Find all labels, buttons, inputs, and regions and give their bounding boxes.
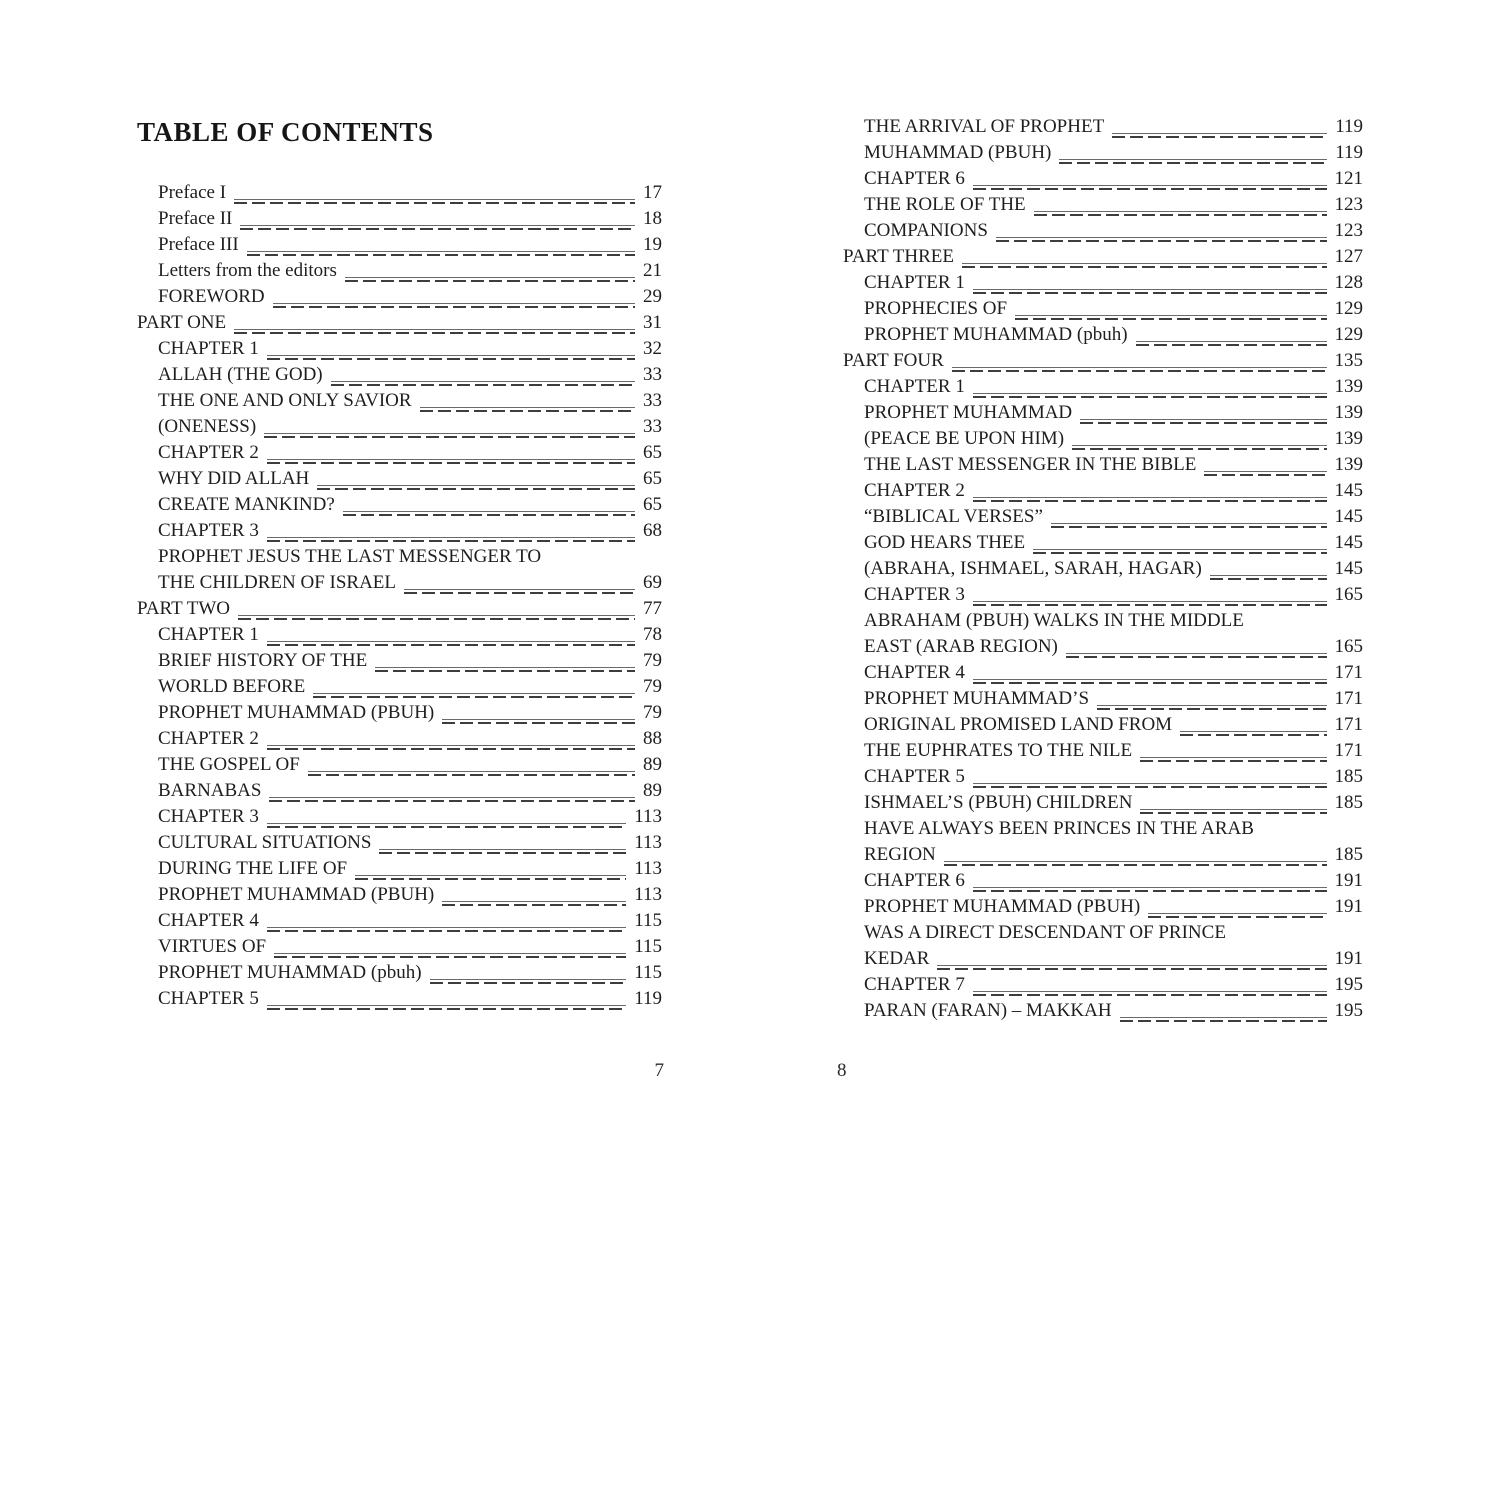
toc-entry-page: 191 bbox=[1334, 896, 1363, 917]
toc-entry-label: PROPHET JESUS THE LAST MESSENGER TO bbox=[158, 546, 542, 567]
toc-leader-line bbox=[944, 861, 1327, 867]
toc-entry-page: 129 bbox=[1334, 298, 1363, 319]
toc-entry bbox=[843, 764, 1363, 790]
toc-entry bbox=[137, 492, 662, 518]
toc-entry-label: WORLD BEFORE bbox=[158, 676, 306, 697]
toc-entry-page: 113 bbox=[634, 806, 662, 827]
toc-entry-label: CHAPTER 6 bbox=[864, 870, 965, 891]
toc-entry-label: Preface I bbox=[158, 182, 227, 203]
toc-entry bbox=[137, 258, 662, 284]
toc-leader-line bbox=[343, 511, 635, 517]
toc-entry-label: PROPHET MUHAMMAD (PBUH) bbox=[158, 884, 435, 905]
toc-entry bbox=[137, 934, 662, 960]
toc-entry-label: ISHMAEL’S (PBUH) CHILDREN bbox=[864, 792, 1133, 813]
toc-entry-label: MUHAMMAD (PBUH) bbox=[864, 142, 1052, 163]
toc-entry bbox=[137, 804, 662, 830]
toc-entry bbox=[843, 920, 1363, 946]
toc-entry-page: 89 bbox=[643, 780, 662, 801]
toc-entry-label: THE ONE AND ONLY SAVIOR bbox=[158, 390, 412, 411]
toc-entry-label: PROPHET MUHAMMAD (PBUH) bbox=[864, 896, 1141, 917]
toc-leader-line bbox=[317, 485, 635, 491]
toc-entry-label: CHAPTER 1 bbox=[158, 338, 259, 359]
toc-entry-page: 79 bbox=[643, 676, 662, 697]
toc-entry-label: Preface II bbox=[158, 208, 233, 229]
toc-leader-line bbox=[973, 783, 1327, 789]
toc-leader-line bbox=[1210, 575, 1327, 581]
toc-leader-line bbox=[973, 601, 1327, 607]
toc-entry bbox=[137, 414, 662, 440]
toc-entry bbox=[843, 452, 1363, 478]
toc-entry-page: 19 bbox=[643, 234, 662, 255]
toc-entry bbox=[137, 648, 662, 674]
toc-entry-label: ABRAHAM (PBUH) WALKS IN THE MIDDLE bbox=[864, 610, 1244, 631]
toc-entry bbox=[843, 738, 1363, 764]
toc-entry-page: 115 bbox=[634, 962, 662, 983]
toc-entry bbox=[843, 530, 1363, 556]
toc-leader-line bbox=[269, 797, 635, 803]
toc-leader-line bbox=[1059, 159, 1327, 165]
toc-entry bbox=[843, 816, 1363, 842]
toc-entry-page: 145 bbox=[1334, 480, 1363, 501]
toc-entry-label: “BIBLICAL VERSES” bbox=[864, 506, 1043, 527]
toc-leader-line bbox=[430, 979, 627, 985]
toc-entry-page: 31 bbox=[643, 312, 662, 333]
toc-leader-line bbox=[1080, 419, 1326, 425]
toc-leader-line bbox=[973, 991, 1327, 997]
toc-entry bbox=[137, 284, 662, 310]
toc-entry bbox=[137, 336, 662, 362]
toc-entry-page: 33 bbox=[643, 390, 662, 411]
toc-entry-page: 191 bbox=[1334, 948, 1363, 969]
toc-entry-page: 145 bbox=[1334, 558, 1363, 579]
toc-entry-page: 171 bbox=[1334, 740, 1363, 761]
toc-entry-page: 17 bbox=[643, 182, 662, 203]
toc-entry-label: PART ONE bbox=[137, 312, 227, 333]
toc-leader-line bbox=[1033, 549, 1326, 555]
toc-leader-line bbox=[1015, 315, 1326, 321]
toc-leader-line bbox=[962, 263, 1327, 269]
toc-leader-line bbox=[313, 693, 635, 699]
toc-leader-line bbox=[1112, 133, 1327, 139]
toc-entry bbox=[843, 426, 1363, 452]
toc-entry bbox=[843, 998, 1363, 1024]
toc-entry-label: CHAPTER 2 bbox=[158, 728, 259, 749]
toc-entry bbox=[843, 244, 1363, 270]
toc-entry-page: 69 bbox=[643, 572, 662, 593]
toc-entry bbox=[137, 206, 662, 232]
toc-entry bbox=[137, 752, 662, 778]
toc-entry bbox=[843, 140, 1363, 166]
toc-entry-label: BRIEF HISTORY OF THE bbox=[158, 650, 368, 671]
toc-leader-line bbox=[1180, 731, 1326, 737]
toc-entry bbox=[843, 790, 1363, 816]
toc-entries-left bbox=[137, 180, 662, 1012]
toc-entry-page: 33 bbox=[643, 416, 662, 437]
toc-entry-label: CHAPTER 6 bbox=[864, 168, 965, 189]
toc-entry-page: 65 bbox=[643, 468, 662, 489]
toc-entry-label: PROPHECIES OF bbox=[864, 298, 1008, 319]
toc-entry-label: GOD HEARS THEE bbox=[864, 532, 1026, 553]
toc-leader-line bbox=[1072, 445, 1326, 451]
toc-leader-line bbox=[996, 237, 1327, 243]
toc-entry bbox=[137, 856, 662, 882]
toc-entry bbox=[137, 700, 662, 726]
toc-entry bbox=[137, 388, 662, 414]
toc-entry-label: PART TWO bbox=[137, 598, 231, 619]
toc-entry-page: 113 bbox=[634, 832, 662, 853]
toc-entry bbox=[843, 634, 1363, 660]
toc-entry-label: (ONENESS) bbox=[158, 416, 257, 437]
toc-entry-label: CHAPTER 2 bbox=[864, 480, 965, 501]
toc-entry-label: HAVE ALWAYS BEEN PRINCES IN THE ARAB bbox=[864, 818, 1254, 839]
toc-leader-line bbox=[234, 329, 635, 335]
toc-leader-line bbox=[375, 667, 635, 673]
toc-entry-label: CHAPTER 3 bbox=[158, 520, 259, 541]
toc-entry bbox=[137, 310, 662, 336]
toc-leader-line bbox=[420, 407, 635, 413]
toc-entry-page: 145 bbox=[1334, 506, 1363, 527]
toc-leader-line bbox=[267, 927, 626, 933]
toc-entry bbox=[137, 544, 662, 570]
toc-entry bbox=[843, 114, 1363, 140]
toc-entry-page: 77 bbox=[643, 598, 662, 619]
toc-entry-label: THE CHILDREN OF ISRAEL bbox=[158, 572, 397, 593]
toc-entry-page: 145 bbox=[1334, 532, 1363, 553]
toc-entry bbox=[137, 440, 662, 466]
toc-entry bbox=[137, 622, 662, 648]
toc-leader-line bbox=[274, 953, 626, 959]
toc-entry-label: THE GOSPEL OF bbox=[158, 754, 300, 775]
toc-leader-line bbox=[442, 901, 626, 907]
toc-entry-label: CHAPTER 4 bbox=[864, 662, 965, 683]
toc-entry-page: 119 bbox=[1335, 142, 1363, 163]
toc-entry-label: CHAPTER 7 bbox=[864, 974, 965, 995]
toc-leader-line bbox=[973, 393, 1327, 399]
toc-leader-line bbox=[973, 679, 1327, 685]
toc-entry bbox=[843, 660, 1363, 686]
toc-entry-page: 65 bbox=[643, 494, 662, 515]
toc-entry-label: THE ROLE OF THE bbox=[864, 194, 1026, 215]
toc-leader-line bbox=[355, 875, 626, 881]
toc-entry bbox=[843, 556, 1363, 582]
toc-entry-page: 18 bbox=[643, 208, 662, 229]
toc-entry-label: CHAPTER 3 bbox=[158, 806, 259, 827]
toc-entry bbox=[843, 374, 1363, 400]
toc-entry bbox=[137, 778, 662, 804]
toc-entry-page: 79 bbox=[643, 702, 662, 723]
toc-leader-line bbox=[1136, 341, 1327, 347]
toc-entry-label: PROPHET MUHAMMAD’S bbox=[864, 688, 1090, 709]
toc-entry bbox=[843, 686, 1363, 712]
toc-entry bbox=[137, 674, 662, 700]
toc-leader-line bbox=[234, 199, 635, 205]
page-number-right: 8 bbox=[837, 1060, 847, 1081]
toc-leader-line bbox=[267, 459, 635, 465]
toc-entry-label: THE ARRIVAL OF PROPHET bbox=[864, 116, 1105, 137]
toc-leader-line bbox=[331, 381, 635, 387]
toc-entry bbox=[137, 960, 662, 986]
toc-entry-label: PROPHET MUHAMMAD (PBUH) bbox=[158, 702, 435, 723]
toc-leader-line bbox=[1051, 523, 1327, 529]
toc-page-right bbox=[843, 0, 1363, 1024]
toc-entry-label: CHAPTER 1 bbox=[864, 376, 965, 397]
toc-entry-label: ORIGINAL PROMISED LAND FROM bbox=[864, 714, 1173, 735]
toc-entry-page: 195 bbox=[1334, 974, 1363, 995]
toc-entry bbox=[843, 608, 1363, 634]
toc-entry-label: PART FOUR bbox=[843, 350, 944, 371]
toc-entry-page: 171 bbox=[1334, 714, 1363, 735]
toc-entry-page: 79 bbox=[643, 650, 662, 671]
toc-entry-page: 115 bbox=[634, 936, 662, 957]
toc-leader-line bbox=[1120, 1017, 1327, 1023]
toc-entry-label: THE EUPHRATES TO THE NILE bbox=[864, 740, 1133, 761]
toc-leader-line bbox=[404, 589, 635, 595]
toc-entry bbox=[137, 882, 662, 908]
toc-entry bbox=[843, 712, 1363, 738]
toc-entry-page: 121 bbox=[1334, 168, 1363, 189]
toc-entry-page: 123 bbox=[1334, 194, 1363, 215]
toc-entry-page: 119 bbox=[1335, 116, 1363, 137]
toc-entry-page: 33 bbox=[643, 364, 662, 385]
toc-entry bbox=[843, 868, 1363, 894]
toc-entry bbox=[137, 908, 662, 934]
toc-entry bbox=[843, 322, 1363, 348]
toc-entry-label: WHY DID ALLAH bbox=[158, 468, 310, 489]
toc-leader-line bbox=[1066, 653, 1327, 659]
toc-leader-line bbox=[267, 745, 635, 751]
toc-entry-label: CHAPTER 5 bbox=[864, 766, 965, 787]
toc-leader-line bbox=[267, 355, 635, 361]
toc-entry-label: THE LAST MESSENGER IN THE BIBLE bbox=[864, 454, 1197, 475]
toc-leader-line bbox=[1148, 913, 1326, 919]
toc-entry-label: (ABRAHA, ISHMAEL, SARAH, HAGAR) bbox=[864, 558, 1202, 579]
toc-entry-label: ALLAH (THE GOD) bbox=[158, 364, 323, 385]
toc-leader-line bbox=[973, 185, 1327, 191]
toc-leader-line bbox=[267, 537, 635, 543]
toc-entry-page: 128 bbox=[1334, 272, 1363, 293]
toc-leader-line bbox=[1140, 757, 1326, 763]
toc-leader-line bbox=[379, 849, 626, 855]
toc-entry bbox=[843, 972, 1363, 998]
toc-entry-label: CULTURAL SITUATIONS bbox=[158, 832, 372, 853]
toc-leader-line bbox=[973, 497, 1327, 503]
page-number-left: 7 bbox=[654, 1060, 664, 1081]
toc-entry-page: 21 bbox=[643, 260, 662, 281]
toc-leader-line bbox=[952, 367, 1327, 373]
toc-entry bbox=[843, 842, 1363, 868]
toc-leader-line bbox=[442, 719, 635, 725]
toc-entries-right bbox=[843, 0, 1363, 1024]
toc-leader-line bbox=[273, 303, 635, 309]
toc-leader-line bbox=[937, 965, 1326, 971]
toc-entry-page: 89 bbox=[643, 754, 662, 775]
toc-entry-page: 185 bbox=[1334, 844, 1363, 865]
toc-entry-label: PARAN (FARAN) – MAKKAH bbox=[864, 1000, 1112, 1021]
toc-entry-label: PROPHET MUHAMMAD (pbuh) bbox=[864, 324, 1128, 345]
toc-entry bbox=[137, 830, 662, 856]
toc-entry-page: 88 bbox=[643, 728, 662, 749]
toc-leader-line bbox=[267, 823, 626, 829]
toc-entry-label: CHAPTER 1 bbox=[864, 272, 965, 293]
toc-entry-page: 29 bbox=[643, 286, 662, 307]
toc-entry-page: 113 bbox=[634, 858, 662, 879]
toc-entry-label: BARNABAS bbox=[158, 780, 262, 801]
toc-entry-page: 185 bbox=[1334, 766, 1363, 787]
toc-entry-page: 78 bbox=[643, 624, 662, 645]
toc-entry-label: DURING THE LIFE OF bbox=[158, 858, 348, 879]
toc-leader-line bbox=[264, 433, 635, 439]
toc-entry-label: KEDAR bbox=[864, 948, 930, 969]
toc-entry bbox=[843, 400, 1363, 426]
toc-entry bbox=[843, 582, 1363, 608]
toc-leader-line bbox=[1140, 809, 1326, 815]
toc-entry bbox=[137, 726, 662, 752]
toc-entry-label: VIRTUES OF bbox=[158, 936, 267, 957]
toc-entry bbox=[843, 270, 1363, 296]
toc-entry bbox=[843, 218, 1363, 244]
toc-entry-page: 32 bbox=[643, 338, 662, 359]
toc-entry-page: 135 bbox=[1334, 350, 1363, 371]
toc-entry bbox=[843, 504, 1363, 530]
toc-entry bbox=[843, 192, 1363, 218]
toc-leader-line bbox=[308, 771, 635, 777]
toc-entry-page: 139 bbox=[1334, 402, 1363, 423]
toc-entry bbox=[137, 570, 662, 596]
toc-leader-line bbox=[238, 615, 635, 621]
toc-leader-line bbox=[973, 289, 1327, 295]
toc-entry-page: 127 bbox=[1334, 246, 1363, 267]
toc-entry-label: CREATE MANKIND? bbox=[158, 494, 335, 515]
toc-entry-label: PART THREE bbox=[843, 246, 954, 267]
toc-entry-label: CHAPTER 2 bbox=[158, 442, 259, 463]
toc-entry-label: CHAPTER 4 bbox=[158, 910, 259, 931]
toc-leader-line bbox=[1034, 211, 1327, 217]
toc-entry bbox=[843, 946, 1363, 972]
toc-entry-page: 129 bbox=[1334, 324, 1363, 345]
toc-entry-page: 171 bbox=[1334, 662, 1363, 683]
toc-entry bbox=[137, 466, 662, 492]
page-title: TABLE OF CONTENTS bbox=[137, 117, 434, 147]
toc-entry bbox=[843, 166, 1363, 192]
toc-entry bbox=[137, 596, 662, 622]
toc-leader-line bbox=[1204, 471, 1326, 477]
toc-entry bbox=[843, 894, 1363, 920]
toc-entry bbox=[137, 362, 662, 388]
toc-entry-page: 165 bbox=[1334, 584, 1363, 605]
toc-entry-page: 115 bbox=[634, 910, 662, 931]
toc-entry-page: 139 bbox=[1334, 454, 1363, 475]
toc-entry-page: 195 bbox=[1334, 1000, 1363, 1021]
toc-entry-label: PROPHET MUHAMMAD bbox=[864, 402, 1073, 423]
toc-entry-page: 185 bbox=[1334, 792, 1363, 813]
toc-entry bbox=[843, 348, 1363, 374]
toc-entry-label: PROPHET MUHAMMAD (pbuh) bbox=[158, 962, 422, 983]
toc-entry bbox=[137, 518, 662, 544]
toc-page-left bbox=[137, 0, 662, 1012]
toc-entry bbox=[843, 296, 1363, 322]
toc-entry-page: 139 bbox=[1334, 376, 1363, 397]
toc-entry-page: 165 bbox=[1334, 636, 1363, 657]
toc-entry-page: 139 bbox=[1334, 428, 1363, 449]
toc-entry-page: 171 bbox=[1334, 688, 1363, 709]
toc-entry-label: FOREWORD bbox=[158, 286, 265, 307]
toc-entry-page: 113 bbox=[634, 884, 662, 905]
toc-leader-line bbox=[247, 251, 635, 257]
toc-entry-label: (PEACE BE UPON HIM) bbox=[864, 428, 1065, 449]
toc-entry-label: WAS A DIRECT DESCENDANT OF PRINCE bbox=[864, 922, 1226, 943]
toc-entry-page: 123 bbox=[1334, 220, 1363, 241]
toc-entry-page: 191 bbox=[1334, 870, 1363, 891]
toc-leader-line bbox=[267, 1005, 626, 1011]
toc-leader-line bbox=[345, 277, 635, 283]
toc-entry-label: COMPANIONS bbox=[864, 220, 988, 241]
toc-leader-line bbox=[240, 225, 635, 231]
toc-leader-line bbox=[267, 641, 635, 647]
toc-entry-label: Letters from the editors bbox=[158, 260, 337, 281]
toc-entry-label: REGION bbox=[864, 844, 936, 865]
toc-entry-label: EAST (ARAB REGION) bbox=[864, 636, 1058, 657]
toc-entry bbox=[843, 478, 1363, 504]
toc-entry-label: CHAPTER 3 bbox=[864, 584, 965, 605]
toc-entry bbox=[137, 986, 662, 1012]
toc-leader-line bbox=[1097, 705, 1326, 711]
toc-entry bbox=[137, 232, 662, 258]
toc-entry-label: CHAPTER 1 bbox=[158, 624, 259, 645]
toc-leader-line bbox=[973, 887, 1327, 893]
toc-entry-page: 65 bbox=[643, 442, 662, 463]
toc-entry-label: CHAPTER 5 bbox=[158, 988, 259, 1009]
toc-entry-page: 119 bbox=[634, 988, 662, 1009]
toc-entry bbox=[137, 180, 662, 206]
toc-entry-page: 68 bbox=[643, 520, 662, 541]
toc-entry-label: Preface III bbox=[158, 234, 239, 255]
